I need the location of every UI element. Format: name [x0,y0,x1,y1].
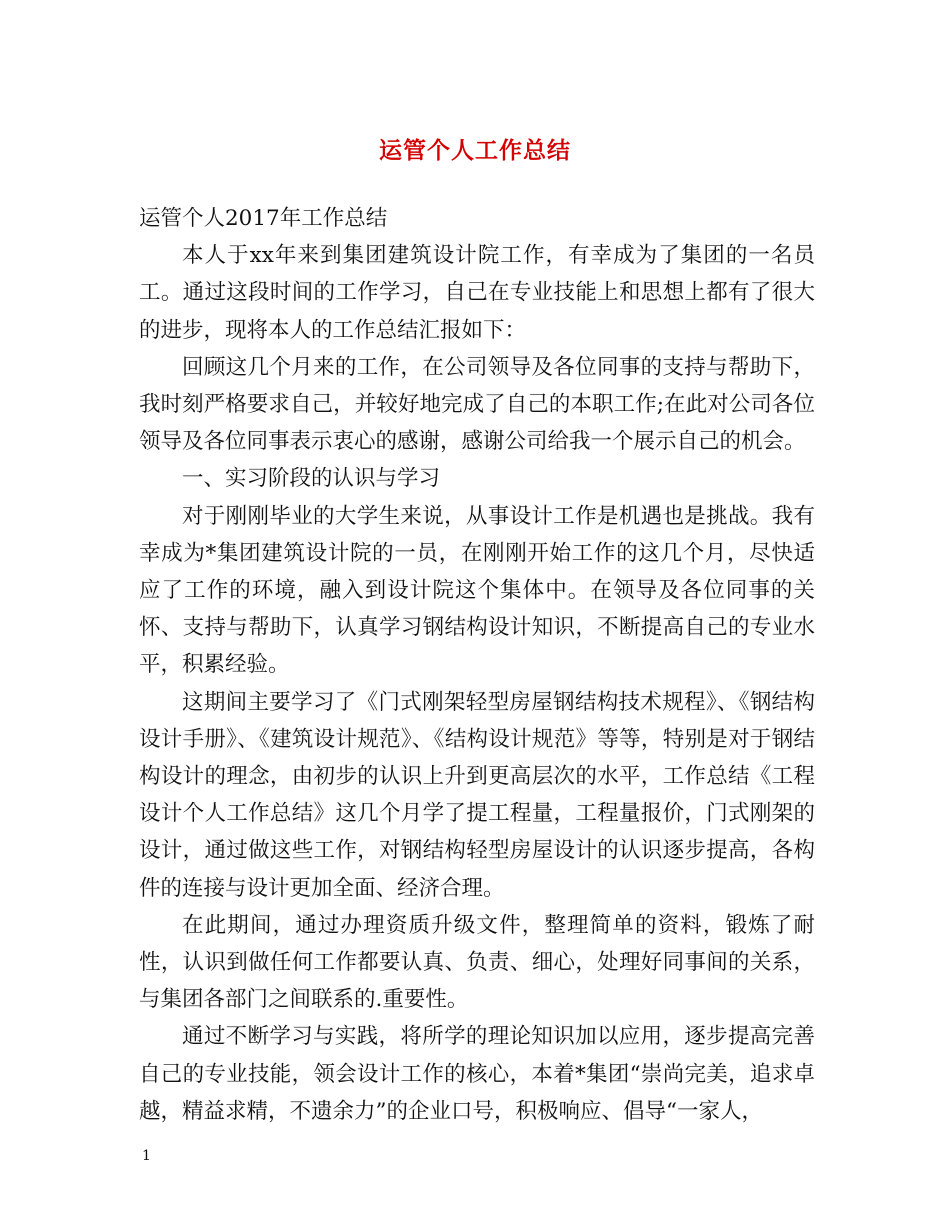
document-subtitle: 运管个人2017年工作总结 [139,206,388,231]
paragraph-2: 回顾这几个月来的工作，在公司领导及各位同事的支持与帮助下，我时刻严格要求自己，并较好地完成了自己的本职工作;在此对公司各位领导及各位同事表示衷心的感谢，感谢公司给我一个展示自己的机会。 [139,354,815,455]
paragraph-5: 在此期间，通过办理资质升级文件，整理简单的资料，锻炼了耐性，认识到做任何工作都要认真、负责、细心，处理好同事间的关系，与集团各部门之间联系的.重要性。 [139,912,815,1013]
document-title: 运管个人工作总结 [379,137,571,164]
document-body [139,200,815,1130]
paragraph-4: 这期间主要学习了《门式刚架轻型房屋钢结构技术规程》、《钢结构设计手册》、《建筑设计规范》、《结构设计规范》等等，特别是对于钢结构设计的理念，由初步的认识上升到更高层次的水平，工作总结《工程设计个人工作总结》这几个月学了提工程量，工程量报价，门式刚架的设计，通过做这些工作，对钢结构轻型房屋设计的认识逐步提高，各构件的连接与设计更加全面、经济合理。 [139,689,815,901]
page-number: 1 [142,1148,151,1164]
paragraph-1: 本人于xx年来到集团建筑设计院工作，有幸成为了集团的一名员工。通过这段时间的工作学习，自己在专业技能上和思想上都有了很大的进步，现将本人的工作总结汇报如下： [139,243,815,343]
section-heading: 一、实习阶段的认识与学习 [182,466,441,492]
paragraph-3: 对于刚刚毕业的大学生来说，从事设计工作是机遇也是挑战。我有幸成为*集团建筑设计院的一员，在刚刚开始工作的这几个月，尽快适应了工作的环境，融入到设计院这个集体中。在领导及各位同事的关怀、支持与帮助下，认真学习钢结构设计知识，不断提高自己的专业水平，积累经验。 [139,503,815,678]
paragraph-6: 通过不断学习与实践，将所学的理论知识加以应用，逐步提高完善自己的专业技能，领会设计工作的核心，本着*集团“崇尚完美，追求卓越，精益求精，不遗余力”的企业口号，积极响应、倡导“一家人， [139,1024,815,1124]
